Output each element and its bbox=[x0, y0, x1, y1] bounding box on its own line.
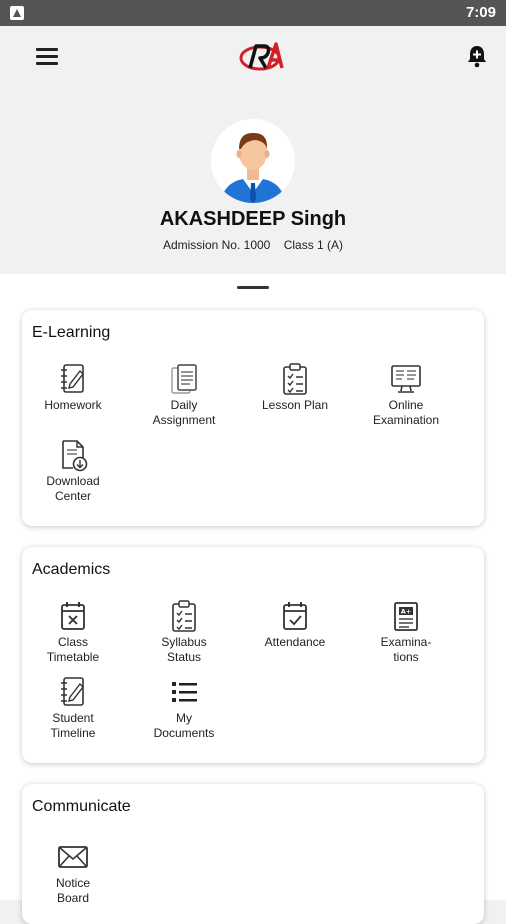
syllabus-status-icon bbox=[168, 599, 200, 633]
notification-bell-icon[interactable] bbox=[466, 44, 488, 68]
tile-label-2: Timetable bbox=[46, 650, 100, 664]
tile-label: Lesson Plan bbox=[261, 398, 329, 412]
tile-label: Class bbox=[57, 635, 88, 649]
hamburger-menu-icon[interactable] bbox=[36, 46, 60, 66]
school-logo bbox=[238, 38, 284, 74]
profile-header bbox=[0, 26, 506, 274]
tile-label: Daily bbox=[170, 398, 198, 412]
notice-board-icon bbox=[57, 840, 89, 874]
status-bar bbox=[0, 0, 506, 26]
tile-daily-assignment[interactable] bbox=[129, 362, 239, 428]
status-time: 7:09 bbox=[465, 4, 496, 21]
tile-label-2: Board bbox=[56, 891, 90, 905]
svg-text:A+: A+ bbox=[400, 607, 412, 616]
tile-examinations[interactable] bbox=[351, 599, 461, 665]
tile-label: Homework bbox=[44, 398, 102, 412]
tile-attendance[interactable] bbox=[240, 599, 350, 650]
tile-label: Attendance bbox=[264, 635, 326, 649]
sheet-drag-handle[interactable] bbox=[237, 286, 269, 289]
tile-label: Download bbox=[46, 474, 100, 488]
tile-homework[interactable] bbox=[18, 362, 128, 413]
card-title: Communicate bbox=[32, 798, 131, 815]
daily-assignment-icon bbox=[168, 362, 200, 396]
tile-label: Syllabus bbox=[161, 635, 207, 649]
tile-label: Examina- bbox=[380, 635, 432, 649]
dashboard-sheet bbox=[0, 274, 506, 905]
avatar bbox=[211, 119, 295, 203]
academics-card bbox=[22, 547, 484, 763]
class-timetable-icon bbox=[57, 599, 89, 633]
tile-label: Student bbox=[52, 711, 94, 725]
tile-label-2: tions bbox=[393, 650, 419, 664]
tile-label-2: Center bbox=[54, 489, 92, 503]
app-notification-icon bbox=[10, 6, 24, 20]
tile-my-documents[interactable] bbox=[129, 675, 239, 741]
download-center-icon bbox=[57, 438, 89, 472]
tile-online-examination[interactable] bbox=[351, 362, 461, 428]
tile-label-2: Assignment bbox=[152, 413, 216, 427]
student-name: AKASHDEEP Singh bbox=[159, 208, 347, 230]
class-section: Class 1 (A) bbox=[283, 238, 344, 252]
admission-number: Admission No. 1000 bbox=[162, 238, 271, 252]
tile-label-2: Timeline bbox=[50, 726, 96, 740]
card-title: Academics bbox=[32, 561, 111, 578]
homework-icon bbox=[57, 362, 89, 396]
elearning-card bbox=[22, 310, 484, 526]
student-timeline-icon bbox=[57, 675, 89, 709]
tile-label: My bbox=[176, 711, 192, 725]
student-meta bbox=[0, 238, 506, 252]
tile-download-center[interactable] bbox=[18, 438, 128, 504]
lesson-plan-icon bbox=[279, 362, 311, 396]
tile-notice-board[interactable] bbox=[18, 840, 128, 906]
tile-label-2: Status bbox=[166, 650, 202, 664]
examinations-icon bbox=[390, 599, 422, 633]
tile-label-2: Documents bbox=[153, 726, 215, 740]
tile-lesson-plan[interactable] bbox=[240, 362, 350, 413]
tile-label-2: Examination bbox=[372, 413, 440, 427]
tile-label: Notice bbox=[55, 876, 90, 890]
tile-student-timeline[interactable] bbox=[18, 675, 128, 741]
my-documents-icon bbox=[168, 675, 200, 709]
online-examination-icon bbox=[390, 362, 422, 396]
tile-class-timetable[interactable] bbox=[18, 599, 128, 665]
tile-label: Online bbox=[388, 398, 424, 412]
communicate-card bbox=[22, 784, 484, 924]
attendance-icon bbox=[279, 599, 311, 633]
card-title: E-Learning bbox=[32, 324, 111, 341]
tile-syllabus-status[interactable] bbox=[129, 599, 239, 665]
